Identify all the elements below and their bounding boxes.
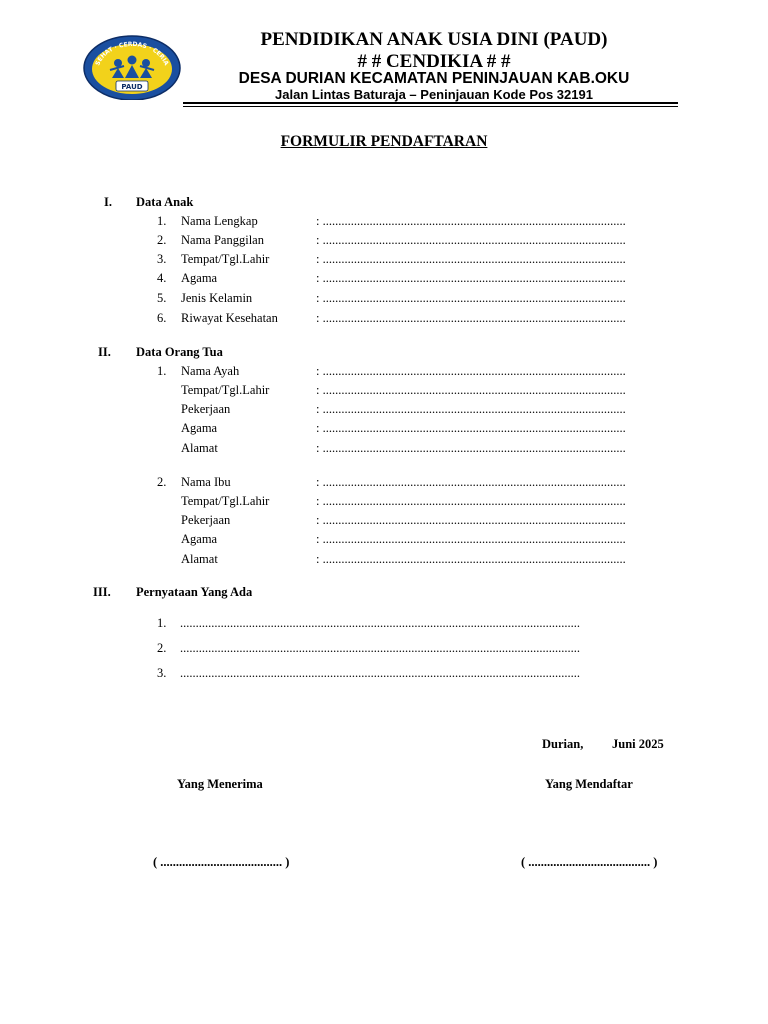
section-roman-3: III. (93, 585, 111, 599)
field-number: 1. (157, 214, 167, 228)
field-blank-nama-lengkap[interactable]: : ................................................................................................. (316, 214, 626, 228)
field-blank-ayah-pekerjaan[interactable]: : ................................................................................................. (316, 402, 626, 416)
field-blank-nama-panggilan[interactable]: : ................................................................................................. (316, 233, 626, 247)
field-blank-ibu-alamat[interactable]: : ................................................................................................. (316, 552, 626, 566)
field-number: 2. (157, 475, 167, 489)
field-number: 5. (157, 291, 167, 305)
receiver-label: Yang Menerima (177, 777, 263, 791)
receiver-signature-blank[interactable]: ( ....................................... ) (153, 855, 290, 869)
logo-banner-text: PAUD (121, 83, 143, 91)
field-label-ayah-tempat-tgl-lahir: Tempat/Tgl.Lahir (181, 383, 270, 397)
header-school-name: # # CENDIKIA # # (357, 51, 511, 72)
field-blank-ibu-agama[interactable]: : ................................................................................................. (316, 532, 626, 546)
field-blank-tempat-tgl-lahir[interactable]: : ................................................................................................. (316, 252, 626, 266)
statement-number: 1. (157, 616, 167, 630)
paud-logo (82, 32, 182, 100)
field-label-tempat-tgl-lahir: Tempat/Tgl.Lahir (181, 252, 270, 266)
header-rule-thick (183, 102, 678, 104)
field-blank-ayah-tempat-tgl-lahir[interactable]: : ................................................................................................. (316, 383, 626, 397)
field-blank-nama-ayah[interactable]: : ................................................................................................. (316, 364, 626, 378)
field-label-ayah-pekerjaan: Pekerjaan (181, 402, 231, 416)
field-label-ayah-agama: Agama (181, 421, 218, 435)
statement-blank-3[interactable]: ................................................................................................................................ (180, 666, 580, 680)
field-blank-ibu-pekerjaan[interactable]: : ................................................................................................. (316, 513, 626, 527)
field-label-agama: Agama (181, 271, 218, 285)
field-number: 6. (157, 311, 167, 325)
field-blank-ayah-agama[interactable]: : ................................................................................................. (316, 421, 626, 435)
statement-number: 3. (157, 666, 167, 680)
date-place: Durian, (542, 737, 584, 751)
field-label-jenis-kelamin: Jenis Kelamin (181, 291, 253, 305)
statement-blank-2[interactable]: ................................................................................................................................ (180, 641, 580, 655)
header-rule-thin (183, 106, 678, 107)
header-location: DESA DURIAN KECAMATAN PENINJAUAN KAB.OKU (238, 70, 630, 87)
field-number: 2. (157, 233, 167, 247)
statement-number: 2. (157, 641, 167, 655)
field-label-riwayat-kesehatan: Riwayat Kesehatan (181, 311, 278, 325)
field-label-nama-panggilan: Nama Panggilan (181, 233, 264, 247)
date-month-year: Juni 2025 (612, 737, 664, 751)
header-institution: PENDIDIKAN ANAK USIA DINI (PAUD) (260, 29, 608, 50)
field-label-ibu-pekerjaan: Pekerjaan (181, 513, 231, 527)
field-label-nama-ibu: Nama Ibu (181, 475, 231, 489)
field-blank-agama[interactable]: : ................................................................................................. (316, 271, 626, 285)
field-number: 3. (157, 252, 167, 266)
logo-arc-text: SEHAT · CERDAS · CERIA (94, 40, 170, 67)
field-label-ibu-alamat: Alamat (181, 552, 218, 566)
statement-blank-1[interactable]: ................................................................................................................................ (180, 616, 580, 630)
field-blank-nama-ibu[interactable]: : ................................................................................................. (316, 475, 626, 489)
field-label-ayah-alamat: Alamat (181, 441, 218, 455)
field-label-nama-lengkap: Nama Lengkap (181, 214, 258, 228)
field-number: 1. (157, 364, 167, 378)
field-label-nama-ayah: Nama Ayah (181, 364, 240, 378)
registrant-signature-blank[interactable]: ( ....................................... ) (521, 855, 658, 869)
field-number: 4. (157, 271, 167, 285)
field-blank-ibu-tempat-tgl-lahir[interactable]: : ................................................................................................. (316, 494, 626, 508)
section-roman-2: II. (98, 345, 111, 359)
section-title-data-orang-tua: Data Orang Tua (136, 345, 223, 359)
section-roman-1: I. (104, 195, 112, 209)
field-blank-jenis-kelamin[interactable]: : ................................................................................................. (316, 291, 626, 305)
field-label-ibu-tempat-tgl-lahir: Tempat/Tgl.Lahir (181, 494, 270, 508)
section-title-pernyataan: Pernyataan Yang Ada (136, 585, 253, 599)
field-blank-riwayat-kesehatan[interactable]: : ................................................................................................. (316, 311, 626, 325)
field-label-ibu-agama: Agama (181, 532, 218, 546)
section-title-data-anak: Data Anak (136, 195, 194, 209)
header-address: Jalan Lintas Baturaja – Peninjauan Kode Pos 32191 (275, 87, 593, 102)
field-blank-ayah-alamat[interactable]: : ................................................................................................. (316, 441, 626, 455)
form-title: FORMULIR PENDAFTARAN (280, 133, 488, 150)
registrant-label: Yang Mendaftar (545, 777, 633, 791)
